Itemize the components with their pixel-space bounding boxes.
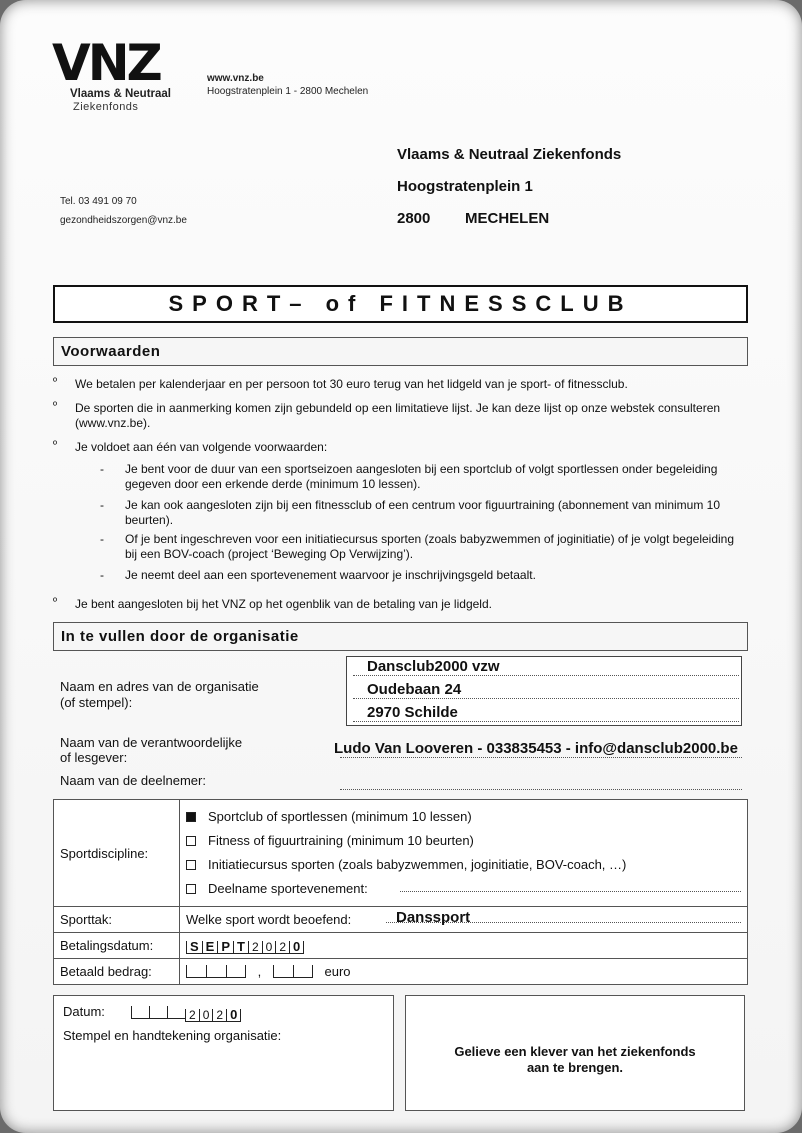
- responsible-label: Naam van de verantwoordelijke: [60, 735, 243, 750]
- condition-item: º Je bent aangesloten bij het VNZ op het ogenblik van de betaling van je lidgeld.: [53, 596, 492, 611]
- bullet-glyph: º: [53, 400, 58, 412]
- phone-number: Tel. 03 491 09 70: [60, 196, 137, 207]
- participant-label: Naam van de deelnemer:: [60, 773, 206, 788]
- sticker-note-sub: aan te brengen.: [526, 1060, 624, 1075]
- option-sportevenement[interactable]: Deelname sportevenement:: [186, 877, 741, 901]
- header-address: Hoogstratenplein 1 - 2800 Mechelen: [207, 86, 369, 97]
- participant-field[interactable]: [340, 774, 742, 790]
- option-initiatie[interactable]: Initiatiecursus sporten (zoals babyzwemmen, joginitiatie, BOV-coach, …): [186, 853, 741, 877]
- logo-line-1: Vlaams & Neutraal: [70, 88, 171, 100]
- option-sportclub[interactable]: Sportclub of sportlessen (minimum 10 lessen): [186, 805, 741, 829]
- amount-label: Betaald bedrag:: [54, 959, 180, 985]
- bullet-glyph: º: [53, 439, 58, 451]
- date-field[interactable]: 2 0 2 0: [131, 1004, 241, 1022]
- org-label-sub: (of stempel):: [60, 695, 133, 710]
- org-label: Naam en adres van de organisatie: [60, 679, 259, 694]
- sticker-note: Gelieve een klever van het ziekenfonds: [454, 1044, 696, 1059]
- stamp-label: Stempel en handtekening organisatie:: [63, 1028, 282, 1043]
- date-label: Datum:: [63, 1004, 105, 1019]
- amount-field[interactable]: [180, 959, 748, 985]
- conditions-heading: Voorwaarden: [53, 337, 748, 366]
- amount-unit: euro: [324, 964, 351, 979]
- condition-item: º We betalen per kalenderjaar en per persoon tot 30 euro terug van het lidgeld van je sport- of fitnessclub.: [53, 376, 628, 391]
- discipline-table: [53, 799, 748, 985]
- discipline-options: [180, 800, 748, 907]
- event-name-field[interactable]: [400, 891, 741, 892]
- bullet-glyph: º: [53, 596, 58, 608]
- payment-date-field[interactable]: S E P T 2 0 2 0: [180, 933, 748, 959]
- responsible-field[interactable]: Ludo Van Looveren - 033835453 - info@dansclub2000.be: [340, 742, 742, 758]
- sporttak-question: Welke sport wordt beoefend:: [186, 912, 352, 927]
- recipient-name: Vlaams & Neutraal Ziekenfonds: [397, 146, 622, 163]
- org-address-box[interactable]: [346, 656, 742, 726]
- vnz-logo: VNZ: [52, 34, 160, 92]
- sporttak-cell: [180, 907, 748, 933]
- amount-separator: ,: [257, 964, 262, 979]
- sporttak-answer: Danssport: [396, 909, 471, 926]
- checkbox-icon[interactable]: [186, 884, 196, 894]
- condition-subitem: - Je neemt deel aan een sportevenement waarvoor je inschrijvingsgeld betaalt.: [100, 568, 536, 582]
- condition-item: º Je voldoet aan één van volgende voorwaarden:: [53, 439, 328, 454]
- stamp-box[interactable]: [53, 995, 394, 1111]
- sporttak-label: Sporttak:: [54, 907, 180, 933]
- condition-item: º De sporten die in aanmerking komen zijn gebundeld op een limitatieve lijst. Je kan deze lijst op onze webstek consulteren (www.vnz.be).: [53, 400, 721, 430]
- logo-line-2: Ziekenfonds: [73, 101, 139, 113]
- payment-date-label: Betalingsdatum:: [54, 933, 180, 959]
- recipient-city: MECHELEN: [465, 210, 550, 227]
- condition-subitem: - Je kan ook aangesloten zijn bij een fitnessclub of een centrum voor figuurtraining (abonnement van minimum 10 beurten).: [100, 498, 721, 527]
- responsible-label-sub: of lesgever:: [60, 750, 128, 765]
- org-line-1[interactable]: Dansclub2000 vzw: [353, 660, 739, 676]
- option-fitness[interactable]: Fitness of figuurtraining (minimum 10 beurten): [186, 829, 741, 853]
- org-line-2[interactable]: Oudebaan 24: [353, 683, 739, 699]
- checkbox-checked-icon[interactable]: [186, 812, 196, 822]
- recipient-postcode: 2800: [397, 210, 431, 227]
- form-title: SPORT– of FITNESSCLUB: [53, 285, 748, 323]
- discipline-label: Sportdiscipline:: [54, 800, 180, 907]
- website-link[interactable]: www.vnz.be: [207, 73, 264, 84]
- condition-subitem: - Je bent voor de duur van een sportseizoen aangesloten bij een sportclub of volgt sportlessen onder begeleiding gegeven door een erkende derde (minimum 10 lessen).: [100, 462, 718, 491]
- checkbox-icon[interactable]: [186, 836, 196, 846]
- bullet-glyph: º: [53, 376, 58, 388]
- checkbox-icon[interactable]: [186, 860, 196, 870]
- condition-subitem: - Of je bent ingeschreven voor een initiatiecursus sporten (zoals babyzwemmen of joginitiatie) of je volgt begeleiding bij een BOV-coach (project ‘Beweging Op Verwijzing’).: [100, 532, 735, 561]
- organization-heading: In te vullen door de organisatie: [53, 622, 748, 651]
- sticker-box: [405, 995, 745, 1111]
- recipient-street: Hoogstratenplein 1: [397, 178, 533, 195]
- email-address[interactable]: gezondheidszorgen@vnz.be: [60, 215, 187, 226]
- org-line-3[interactable]: 2970 Schilde: [353, 706, 739, 722]
